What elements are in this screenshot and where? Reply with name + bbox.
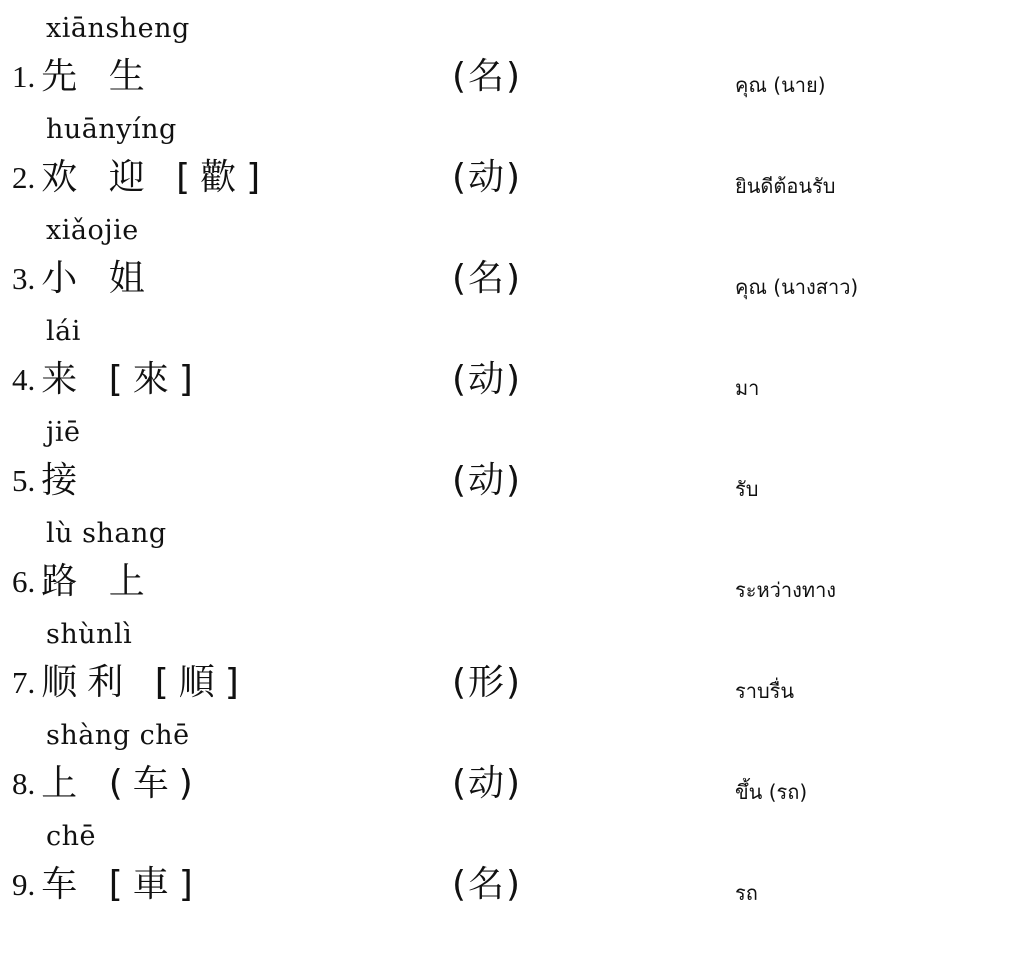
hanzi-line (12, 153, 270, 203)
vocab-entry-9 (0, 820, 1024, 921)
hanzi-line (12, 557, 155, 607)
pinyin: shùnlì (46, 619, 133, 650)
part-of-speech: (动) (452, 157, 523, 198)
hanzi-line (12, 759, 203, 809)
part-of-speech: (名) (452, 56, 523, 97)
chinese-word: 顺利 [順] (41, 662, 249, 703)
pinyin: shàng chē (46, 720, 190, 751)
hanzi-line (12, 456, 87, 506)
thai-translation: ยินดีต้อนรับ (735, 174, 836, 198)
entry-number: 1. (12, 59, 36, 94)
pinyin: lù shang (46, 518, 167, 549)
entry-number: 9. (12, 867, 36, 902)
vocab-entry-5 (0, 416, 1024, 517)
vocab-entry-7 (0, 618, 1024, 719)
chinese-word: 小 姐 (41, 258, 155, 299)
pinyin: huānyíng (46, 114, 177, 145)
thai-translation: รถ (735, 881, 758, 905)
pinyin: xiānsheng (46, 13, 190, 44)
chinese-word: 上 (车) (41, 763, 203, 804)
chinese-word: 路 上 (41, 561, 155, 602)
chinese-word: 欢 迎 [歡] (41, 157, 271, 198)
hanzi-line (12, 52, 155, 102)
entry-number: 6. (12, 564, 36, 599)
part-of-speech: (动) (452, 359, 523, 400)
pinyin: lái (46, 316, 81, 347)
pinyin: chē (46, 821, 96, 852)
entry-number: 4. (12, 362, 36, 397)
entry-number: 5. (12, 463, 36, 498)
pinyin: jiē (46, 417, 81, 448)
part-of-speech: (名) (452, 258, 523, 299)
chinese-word: 车 [車] (41, 864, 203, 905)
part-of-speech: (形) (452, 662, 523, 703)
vocab-entry-8 (0, 719, 1024, 820)
thai-translation: ราบรื่น (735, 679, 795, 703)
vocab-entry-1 (0, 12, 1024, 113)
part-of-speech: (动) (452, 460, 523, 501)
hanzi-line (12, 860, 203, 910)
thai-translation: มา (735, 376, 760, 400)
thai-translation: ระหว่างทาง (735, 578, 837, 602)
entry-number: 8. (12, 766, 36, 801)
thai-translation: ขึ้น (รถ) (735, 780, 808, 804)
chinese-word: 接 (41, 460, 88, 501)
part-of-speech: (动) (452, 763, 523, 804)
entry-number: 7. (12, 665, 36, 700)
hanzi-line (12, 658, 249, 708)
chinese-word: 来 [來] (41, 359, 203, 400)
thai-translation: รับ (735, 477, 759, 501)
vocabulary-list (0, 12, 1024, 921)
vocab-entry-6 (0, 517, 1024, 618)
hanzi-line (12, 355, 203, 405)
chinese-word: 先 生 (41, 56, 155, 97)
entry-number: 3. (12, 261, 36, 296)
part-of-speech: (名) (452, 864, 523, 905)
thai-translation: คุณ (นาย) (735, 73, 826, 97)
hanzi-line (12, 254, 155, 304)
vocab-entry-2 (0, 113, 1024, 214)
pinyin: xiǎojie (46, 215, 139, 246)
vocab-entry-4 (0, 315, 1024, 416)
entry-number: 2. (12, 160, 36, 195)
vocab-entry-3 (0, 214, 1024, 315)
thai-translation: คุณ (นางสาว) (735, 275, 859, 299)
